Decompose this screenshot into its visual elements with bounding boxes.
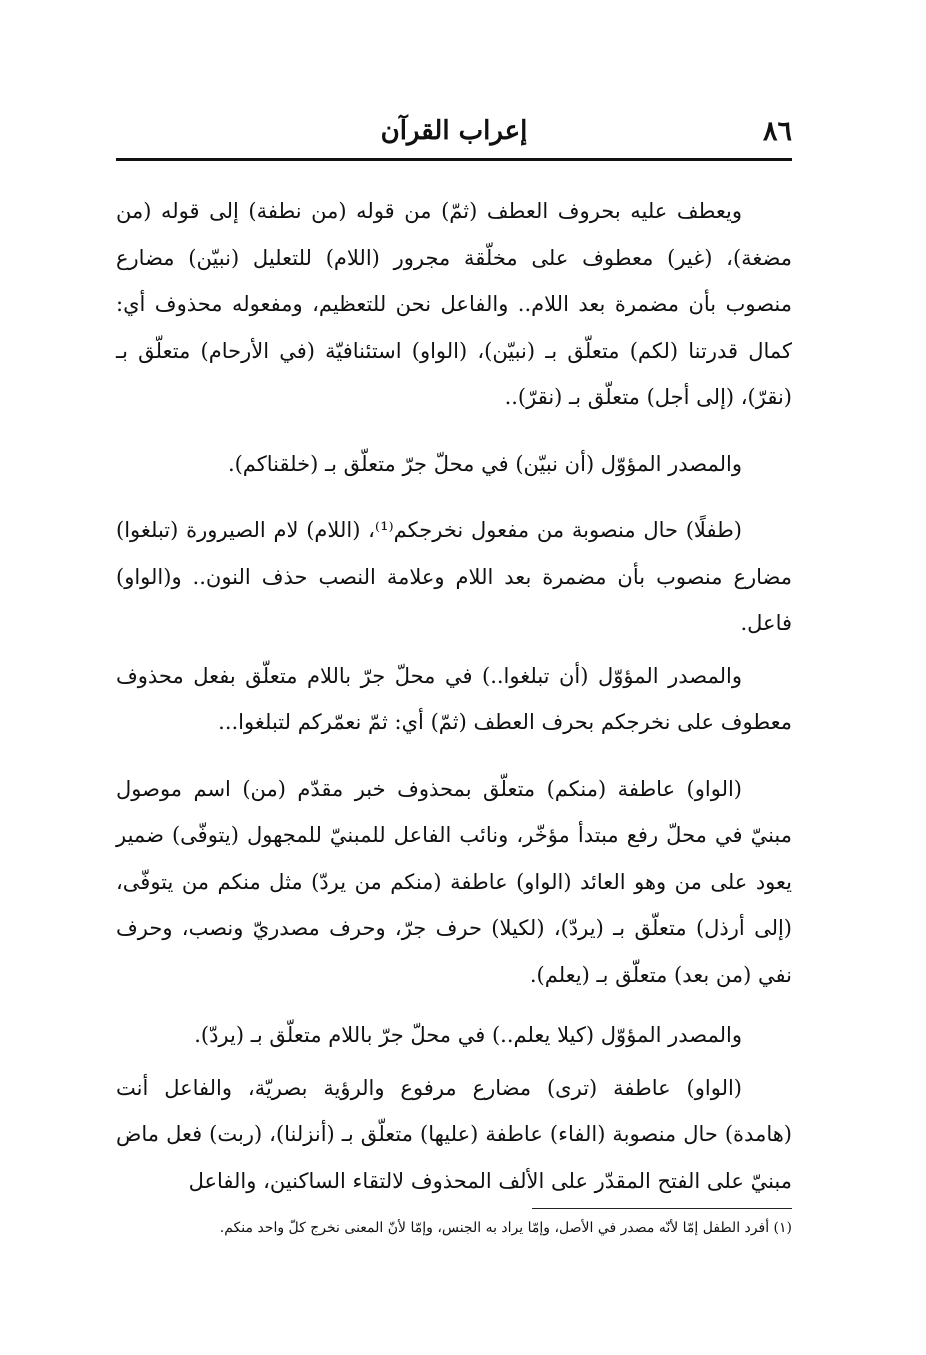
running-title: إعراب القرآن: [380, 116, 528, 146]
footnote-rule: [532, 1208, 792, 1209]
paragraph-2: والمصدر المؤوّل (أن نبيّن) في محلّ جرّ متعلّق بـ (خلقناكم).: [227, 451, 742, 476]
paragraph-3: (طفلًا) حال منصوبة من مفعول نخرجكم⁽¹⁾، (اللام) لام الصيرورة (تبلغوا) مضارع منصوب بأن مضمرة بعد اللام وعلامة النصب حذف النون.. و(الواو) فاعل.: [116, 518, 792, 635]
page-number: ٨٦: [762, 116, 792, 147]
paragraph-6: والمصدر المؤوّل (كيلا يعلم..) في محلّ جرّ باللام متعلّق بـ (يردّ).: [194, 1023, 742, 1047]
paragraph-1: ويعطف عليه بحروف العطف (ثمّ) من قوله (من نطفة) إلى قوله (من مضغة)، (غير) معطوف على مخلّقة مجرور (اللام) للتعليل (نبيّن) مضارع منصوب بأن مضمرة بعد اللام.. والفاعل نحن للتعظيم، ومفعوله محذوف أي: كمال قدرتنا (لكم) متعلّق بـ (نبيّن)، (الواو) استئنافيّة (في الأرحام) متعلّق بـ (نقرّ)، (إلى أجل) متعلّق بـ (نقرّ)..: [116, 199, 792, 409]
footnote: (١) أفرد الطفل إمّا لأنّه مصدر في الأصل، وإمّا يراد به الجنس، وإمّا لأنّ المعنى نخرج كلّ واحد منكم.: [219, 1220, 792, 1236]
paragraph-4: والمصدر المؤوّل (أن تبلغوا..) في محلّ جرّ باللام متعلّق بفعل محذوف معطوف على نخرجكم بحرف العطف (ثمّ) أي: ثمّ نعمّركم لتبلغوا...: [116, 663, 792, 734]
header-rule: [116, 158, 792, 161]
page-header: [116, 108, 792, 160]
paragraph-5: (الواو) عاطفة (منكم) متعلّق بمحذوف خبر مقدّم (من) اسم موصول مبنيّ في محلّ رفع مبتدأ مؤخّر، ونائب الفاعل للمبنيّ للمجهول (يتوفّى) ضمير يعود على من وهو العائد (الواو) عاطفة (منكم من يردّ) مثل منكم من يتوفّى، (إلى أرذل) متعلّق بـ (يردّ)، (لكيلا) حرف جرّ، وحرف مصدريّ ونصب، وحرف نفي (من بعد) متعلّق بـ (يعلم).: [116, 776, 792, 987]
paragraph-7: (الواو) عاطفة (ترى) مضارع مرفوع والرؤية بصريّة، والفاعل أنت (هامدة) حال منصوبة (الفاء) عاطفة (عليها) متعلّق بـ (أنزلنا)، (ربت) فعل ماض مبنيّ على الفتح المقدّر على الألف المحذوف لالتقاء الساكنين، والفاعل: [116, 1075, 792, 1193]
page-body: [116, 188, 792, 1204]
